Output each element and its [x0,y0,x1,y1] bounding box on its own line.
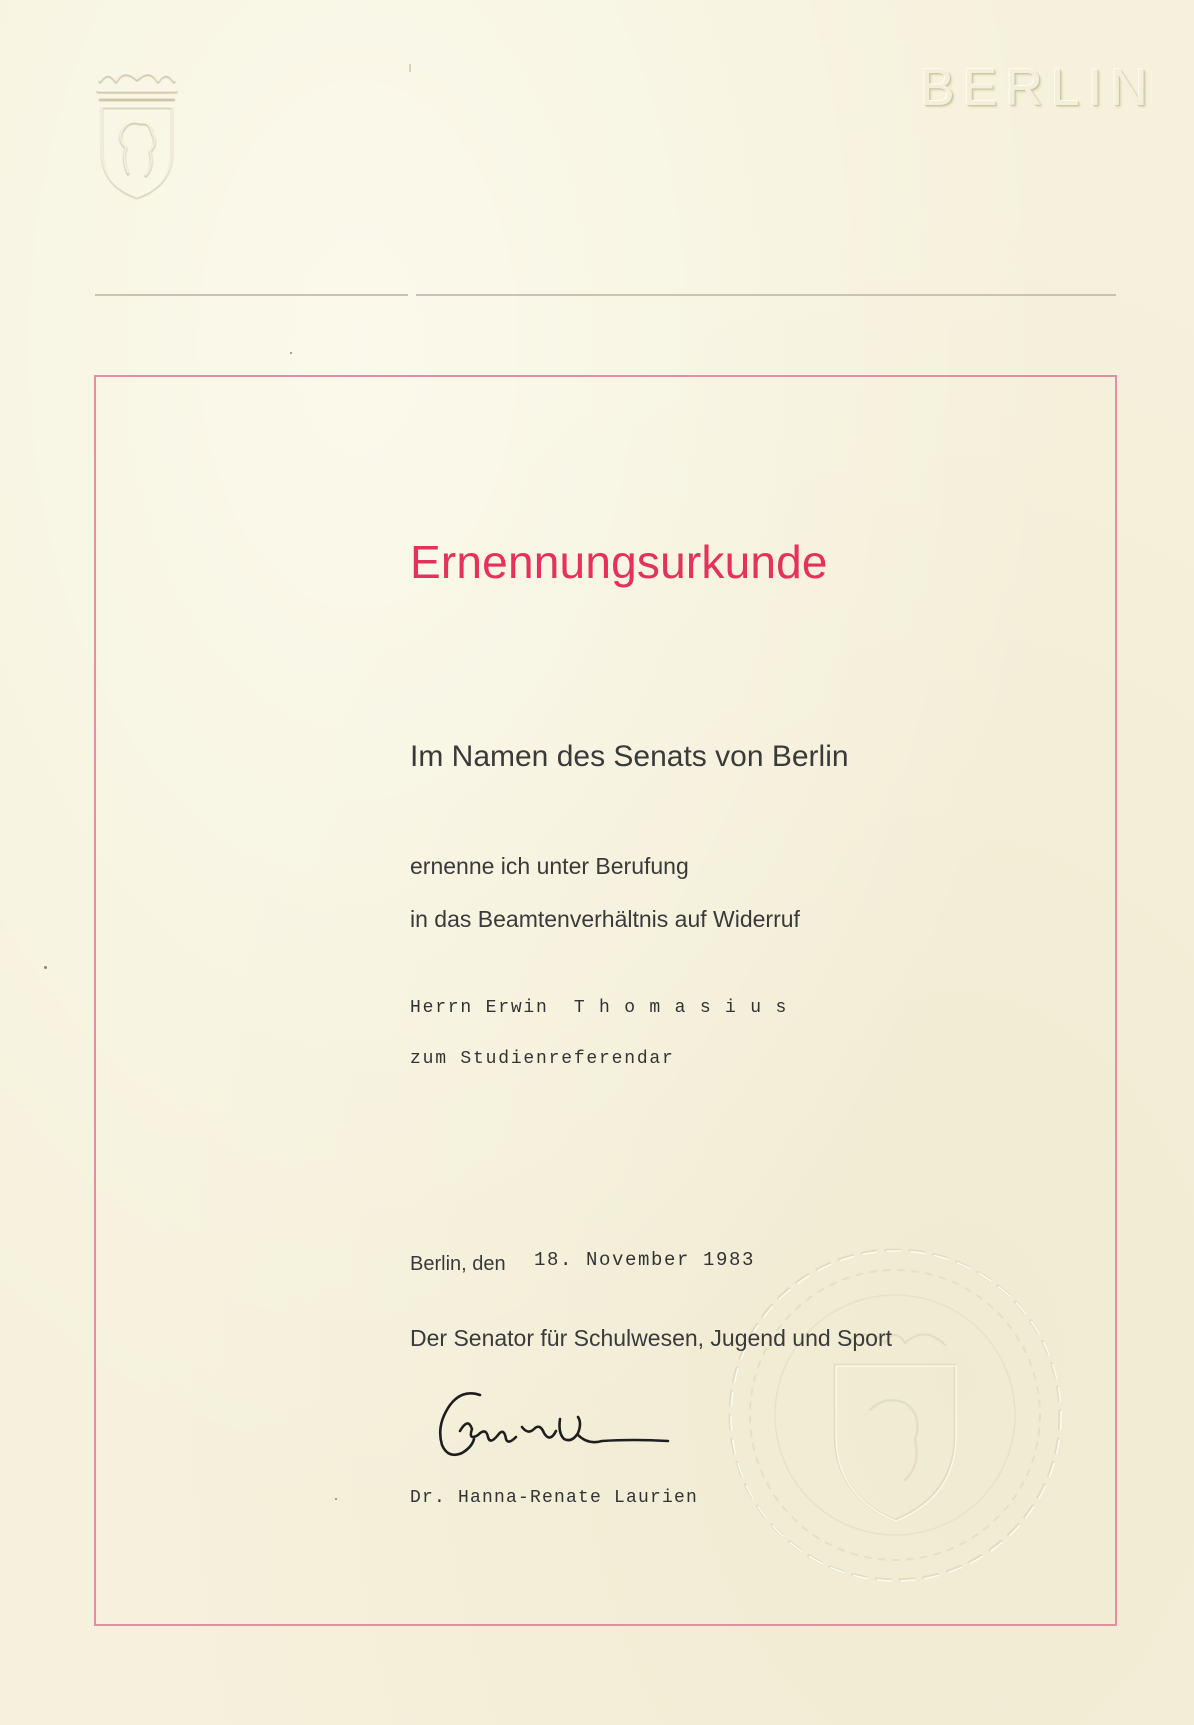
signer-name: Dr. Hanna-Renate Laurien [410,1488,699,1508]
issuing-office: Der Senator für Schulwesen, Jugend und Sport [410,1325,893,1351]
embossed-mark [409,64,411,72]
paper-speck [335,1498,337,1500]
senate-invocation: Im Namen des Senats von Berlin [410,740,849,773]
appointee-rank: zum Studienreferendar [410,1049,675,1069]
embossed-crest-icon [92,62,182,202]
embossed-seal-icon [715,1235,1075,1595]
signature-icon [432,1383,682,1473]
header-rule-right [416,294,1116,296]
embossed-berlin-wordmark: BERLIN [920,59,1156,117]
certificate-title: Ernennungsurkunde [410,536,828,588]
place-label: Berlin, den [410,1253,506,1275]
appointee-name: Herrn Erwin T h o m a s i u s [410,998,789,1018]
paper-speck [44,966,47,969]
appointment-text-line-1: ernenne ich unter Berufung [410,853,689,879]
paper-speck [290,352,292,354]
appointment-text-line-2: in das Beamtenverhältnis auf Widerruf [410,906,800,932]
issue-date: 18. November 1983 [534,1249,756,1271]
header-rule-left [95,294,408,296]
